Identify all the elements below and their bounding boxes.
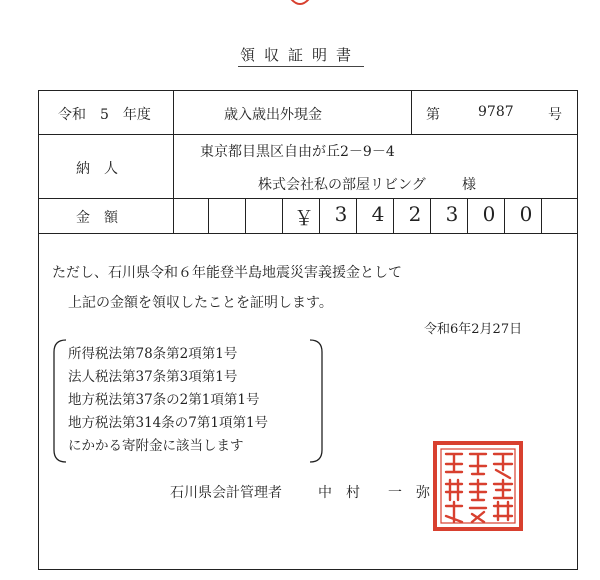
amount-box-divider	[504, 198, 505, 234]
amount-box-divider	[393, 198, 394, 234]
number-prefix: 第	[426, 107, 440, 123]
amount-digit: 0	[482, 202, 496, 226]
amount-digit: 3	[445, 202, 459, 226]
payer-honorific: 様	[462, 177, 476, 193]
col-divider	[411, 91, 412, 135]
category: 歳入歳出外現金	[224, 107, 322, 123]
purpose-line: ただし、石川県令和６年能登半島地震災害義援金として	[52, 265, 402, 281]
signatory-office: 石川県会計管理者	[170, 485, 282, 501]
amount-digit: 2	[408, 202, 422, 226]
document-title: 領収証明書	[239, 46, 360, 64]
payer-address: 東京都目黒区自由が丘2－9－4	[200, 144, 395, 160]
currency-symbol: ￥	[294, 206, 314, 230]
top-seal-icon	[282, 0, 318, 16]
law-item: 所得税法第78条第2項第1号	[68, 346, 238, 362]
amount-box-divider	[541, 198, 542, 234]
amount-box-divider	[467, 198, 468, 234]
law-item: 地方税法第37条の2第1項第1号	[68, 392, 260, 408]
amount-box-divider	[208, 198, 209, 234]
amount-box-divider	[245, 198, 246, 234]
receipt-number: 9787	[478, 104, 514, 120]
payer-name: 株式会社私の部屋リビング	[258, 177, 426, 193]
row-divider	[38, 198, 578, 199]
signatory-name: 中 村 一 弥	[318, 485, 430, 501]
amount-digit: 0	[519, 202, 533, 226]
col-divider	[173, 91, 174, 234]
amount-box-divider	[282, 198, 283, 234]
amount-digit: 3	[334, 202, 348, 226]
title-underline	[238, 66, 364, 67]
amount-digit: 4	[371, 202, 385, 226]
law-item: にかかる寄附金に該当します	[68, 438, 244, 454]
law-item: 地方税法第314条の7第1項第1号	[68, 415, 269, 431]
amount-box-divider	[356, 198, 357, 234]
amount-box-divider	[430, 198, 431, 234]
fiscal-year: 令和 5 年度	[58, 107, 151, 123]
certification-line: 上記の金額を領収したことを証明します。	[68, 295, 333, 311]
number-suffix: 号	[548, 107, 562, 123]
amount-box-divider	[319, 198, 320, 234]
issue-date: 令和6年2月27日	[424, 322, 523, 337]
amount-label: 金 額	[76, 210, 118, 226]
law-item: 法人税法第37条第3項第1号	[68, 369, 238, 385]
row-divider	[38, 134, 578, 135]
row-divider	[38, 233, 578, 234]
payer-label: 納 人	[76, 161, 118, 177]
official-seal-stamp	[432, 440, 524, 532]
